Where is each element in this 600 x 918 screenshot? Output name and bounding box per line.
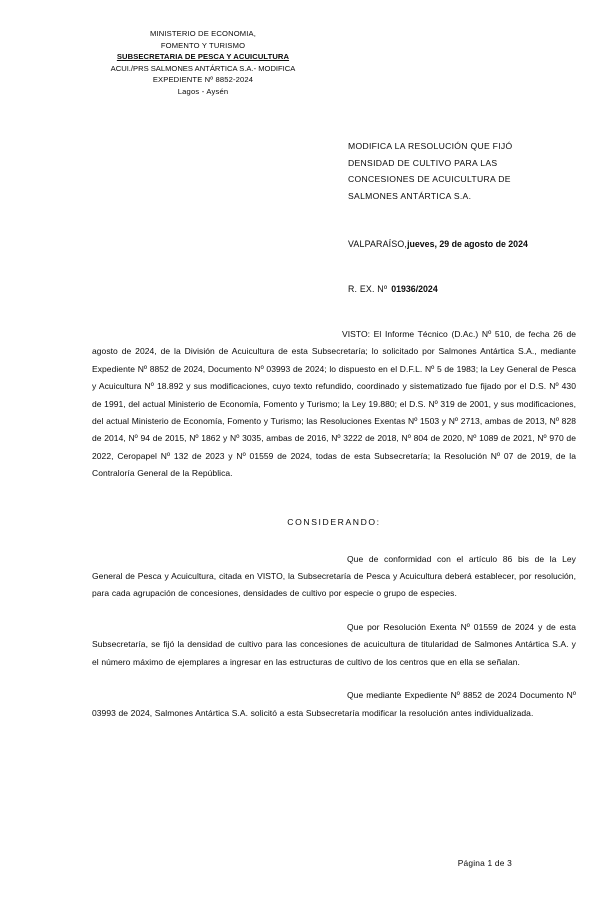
title-line-3: CONCESIONES DE ACUICULTURA DE: [348, 174, 511, 185]
date-label: jueves, 29 de agosto de 2024: [407, 239, 528, 249]
title-line-4: SALMONES ANTÁRTICA S.A.: [348, 190, 472, 201]
subject-line: ACUI./PRS SALMONES ANTÁRTICA S.A.- MODIFICA: [110, 63, 296, 73]
visto-paragraph: VISTO: El Informe Técnico (D.Ac.) Nº 510, de fecha 26 de agosto de 2024, de la División de Acuicultura de esta Subsecretaría; lo solicitado por Salmones Antártica S.A., mediante Expediente Nº 8852 de 2024, Documento Nº 03993 de 2024; lo dispuesto en el D.F.L. Nº 5 de 1983; la Ley General de Pesca y Acuicultura Nº 18.892 y sus modificaciones, cuyo texto refundido, coordinado y sistematizado fue fijado por el D.S. Nº 430 de 1991, del actual Ministerio de Economía, Fomento y Turismo; la Ley 19.880; el D.S. Nº 319 de 2001, y sus modificaciones, del actual Ministerio de Economía, Fomento y Turismo; las Resoluciones Exentas Nº 1503 y Nº 2713, ambas de 2013, Nº 828 de 2014, Nº 94 de 2015, Nº 1862 y Nº 3035, ambas de 2016, Nº 3222 de 2018, Nº 804 de 2020, Nº 1089 de 2021, Nº 970 de 2022, Ceropapel Nº 132 de 2023 y Nº 01559 de 2024, todas de esta Subsecretaría; la Resolución Nº 07 de 2019, de la Contraloría General de la República.: [92, 329, 576, 479]
subsecretaria-line: SUBSECRETARIA DE PESCA Y ACUICULTURA: [116, 52, 290, 62]
expediente-line: EXPEDIENTE Nº 8852-2024: [152, 75, 254, 85]
resolution-number: [348, 283, 438, 296]
place-and-date: [348, 238, 580, 251]
considerando-paragraph-2: Que por Resolución Exenta Nº 01559 de 2024 y de esta Subsecretaría, se fijó la densidad de cultivo para las concesiones de acuicultura de titularidad de Salmones Antártica S.A. y el número máximo de ejemplares a ingresar en las estructuras de cultivo de los centros que en ella se señalan.: [92, 621, 576, 667]
ministry-line-1: MINISTERIO DE ECONOMIA,: [150, 29, 256, 38]
spacer: [92, 483, 576, 517]
considerando-heading: CONSIDERANDO:: [287, 516, 381, 527]
resolution-number-value: 01936/2024: [391, 284, 438, 294]
page-number: Página 1 de 3: [457, 858, 512, 868]
considerando-paragraph-1: Que de conformidad con el artículo 86 bis de la Ley General de Pesca y Acuicultura, citada en VISTO, la Subsecretaría de Pesca y Acuicultura deberá establecer, por resolución, para cada agrupación de concesiones, densidades de cultivo por especie o grupo de especies.: [92, 553, 576, 599]
title-line-1: MODIFICA LA RESOLUCIÓN QUE FIJÓ: [348, 141, 513, 151]
page-footer: [0, 858, 600, 868]
document-body: [92, 326, 576, 722]
title-line-2: DENSIDAD DE CULTIVO PARA LAS: [348, 157, 498, 168]
spacer: [92, 603, 576, 619]
ministry-line-2: FOMENTO Y TURISMO: [160, 40, 246, 50]
considerando-paragraph-3: Que mediante Expediente Nº 8852 de 2024 Documento Nº 03993 de 2024, Salmones Antártica S.A. solicitó a esta Subsecretaría modificar la resolución antes individualizada.: [92, 690, 576, 718]
letterhead: [78, 28, 328, 98]
city-label: VALPARAÍSO,: [348, 239, 408, 249]
spacer: [92, 527, 576, 551]
resolution-number-label: R. EX. Nº: [348, 284, 388, 294]
document-title: [348, 138, 576, 204]
spacer: [92, 671, 576, 687]
regions-line: Lagos - Aysén: [177, 86, 229, 96]
